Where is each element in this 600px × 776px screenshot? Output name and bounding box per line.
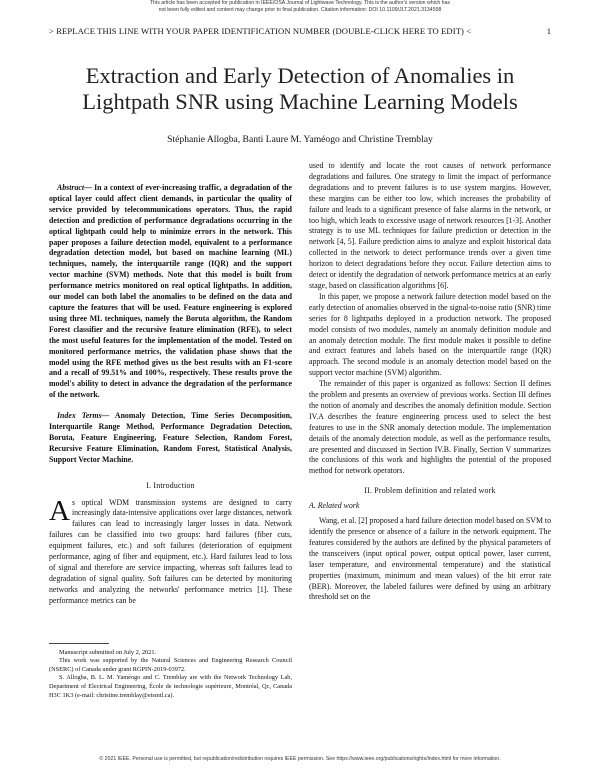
footnote-submitted: Manuscript submitted on July 2, 2021. [59, 648, 157, 656]
intro-text: s optical WDM transmission systems are designed to carry increasingly data-intensive applications over large distances, network failures can lead to increasingly larger losses in data. Network failures can be classified into two groups: hard failures (fiber cuts, equipment failures, etc.) and soft failures (deterioration of equipment performance, aging of fiber and equipment, etc.). Hard failures lead to loss of signal and therefore are service impacting, whereas soft failures lead to degradation of signal quality. Soft failures can be detected by monitoring networks and analyzing the networks' performance metrics [1]. These performance metrics can be [49, 497, 292, 605]
body-paragraph: The remainder of this paper is organized as follows: Section II defines the problem and presents an overview of previous works. Section III defines the notion of anomaly and describes the anomaly definition module. Section IV.A describes the feature engineering process used to select the best features to use in the SNR anomaly detection module. The implementation details of the anomaly detection module, as well as the performance results, are presented and discussed in Section IV.B. Finally, Section V summarizes the conclusions of this work and highlights the potential of the proposed method for network operators. [309, 379, 551, 476]
author-list: Stéphanie Allogba, Banti Laure M. Yaméogo and Christine Tremblay [167, 134, 433, 145]
index-terms-label: Index Terms— [57, 411, 110, 421]
body-paragraph: In this paper, we propose a network failure detection model based on the early detection of anomalies observed in the signal-to-noise ratio (SNR) time series for 8 lightpaths deployed in a production network. The proposed model consists of two modules, namely an anomaly definition module and an anomaly detection module. The first module makes it possible to define and extract features and labels based on the interquartile range (IQR) approach. The second module is an anomaly detection model based on the support vector machine (SVM) algorithm. [309, 291, 551, 378]
section-heading-related-work: II. Problem definition and related work [364, 486, 496, 496]
section-heading-introduction: I. Introduction [146, 480, 195, 490]
body-paragraph: Wang, et al. [2] proposed a hard failure detection model based on SVM to identify the presence or absence of a failure in the network equipment. The features considered by the authors are defined by the physical parameters of the transceivers (input optical power, output optical power, laser current, laser temperature, and environmental temperature) and the statistical properties (maximum, minimum and mean values) of the bit error rate (BER). Moreover, the labeled failures were defined by using an arbitrary threshold set on the [309, 516, 551, 602]
footnote-support: This work was supported by the Natural Sciences and Engineering Research Council (NSERC) of Canada under grant RGPIN-2019-03972. [49, 657, 292, 673]
index-terms [49, 411, 292, 466]
footnotes [49, 649, 292, 701]
copyright-notice: © 2021 IEEE. Personal use is permitted, but republication/redistribution requires IEEE permission. See https://www.ieee.org/publications/rights/index.html for more information. [99, 756, 501, 762]
footnote-divider [49, 643, 109, 644]
intro-paragraph [49, 494, 292, 607]
body-paragraph: used to identify and locate the root causes of network performance degradations and failures. One strategy to limit the impact of performance degradations and to prevent failures is to use system margins. However, these margins can be either too low, which increases the probability of failure and leads to a significant presence of false alarms in the network, or too high, which leads to excessive usage of network resources [1-3]. Another strategy is to use ML techniques for failure prediction or detection in the network [4, 5]. Failure prediction aims to analyze and exploit historical data collected in the network to detect performance trends over a given time horizon to detect degradations before they occur. Failure detection aims to detect or identify the degradation of network performance metrics at an early stage, based on classification algorithms [6]. [309, 161, 551, 290]
right-column [309, 161, 551, 603]
paper-id-header: > REPLACE THIS LINE WITH YOUR PAPER IDENTIFICATION NUMBER (DOUBLE-CLICK HERE TO EDIT) < [49, 26, 472, 36]
index-terms-text: Anomaly Detection, Time Series Decomposition, Interquartile Range Method, Performance Degradation Detection, Boruta, Feature Engineering, Feature Selection, Random Forest, Recursive Feature Elimination, Random Forest, Statistical Analysis, Support Vector Machine. [49, 411, 292, 464]
abstract-text: In a context of ever-increasing traffic, a degradation of the optical layer could affect client demands, in particular the quality of service provided by telecommunications operators. Thus, the rapid detection and prediction of performance degradations occurring in the optical lightpath could help to minimize errors in the network. This paper proposes a failure detection model, equivalent to a performance degradation detection model, but based on machine learning (ML) techniques, namely, the interquartile range (IQR) and the support vector machine (SVM) methods. Note that this model is built from performance metrics monitored on real optical lightpaths. In addition, our model can both label the anomalies to be defined on the data and capture the features that will be used. Feature engineering is explored using three ML techniques, namely the Boruta algorithm, the Random Forest classifier and the recursive feature elimination (RFE), to select the most useful features for the implementation of the model. Tested on monitored performance metrics, the validation phase shows that the model using the RFE method gives us the best results with an F1-score and a recall of 99.51% and 100%, respectively. These results prove the model's ability to detect in advance the degradation of the performance of the network. [49, 183, 292, 400]
paper-title: Extraction and Early Detection of Anomalies in Lightpath SNR using Machine Learning Models [82, 63, 518, 114]
footnote-affiliation: S. Allogba, B. L. M. Yaméogo and C. Tremblay are with the Network Technology Lab, Department of Electrical Engineering, École de technologie supérieure, Montréal, Qc, Canada H3C 1K3 (e-mail: christine.tremblay@etsmtl.ca). [49, 674, 292, 699]
publication-notice: This article has been accepted for publication in IEEE/OSA Journal of Lightwave Technology. This is the author's version which has not been fully edited and content may change prior to final publication. Citation information: DOI 10.1109/JLT.2021.3134598 [150, 0, 451, 14]
abstract [49, 183, 292, 401]
subsection-heading: A. Related work [309, 501, 360, 511]
page-number: 1 [546, 26, 551, 36]
drop-cap: A [49, 494, 70, 527]
left-column [49, 183, 292, 700]
abstract-label: Abstract— [57, 183, 92, 192]
